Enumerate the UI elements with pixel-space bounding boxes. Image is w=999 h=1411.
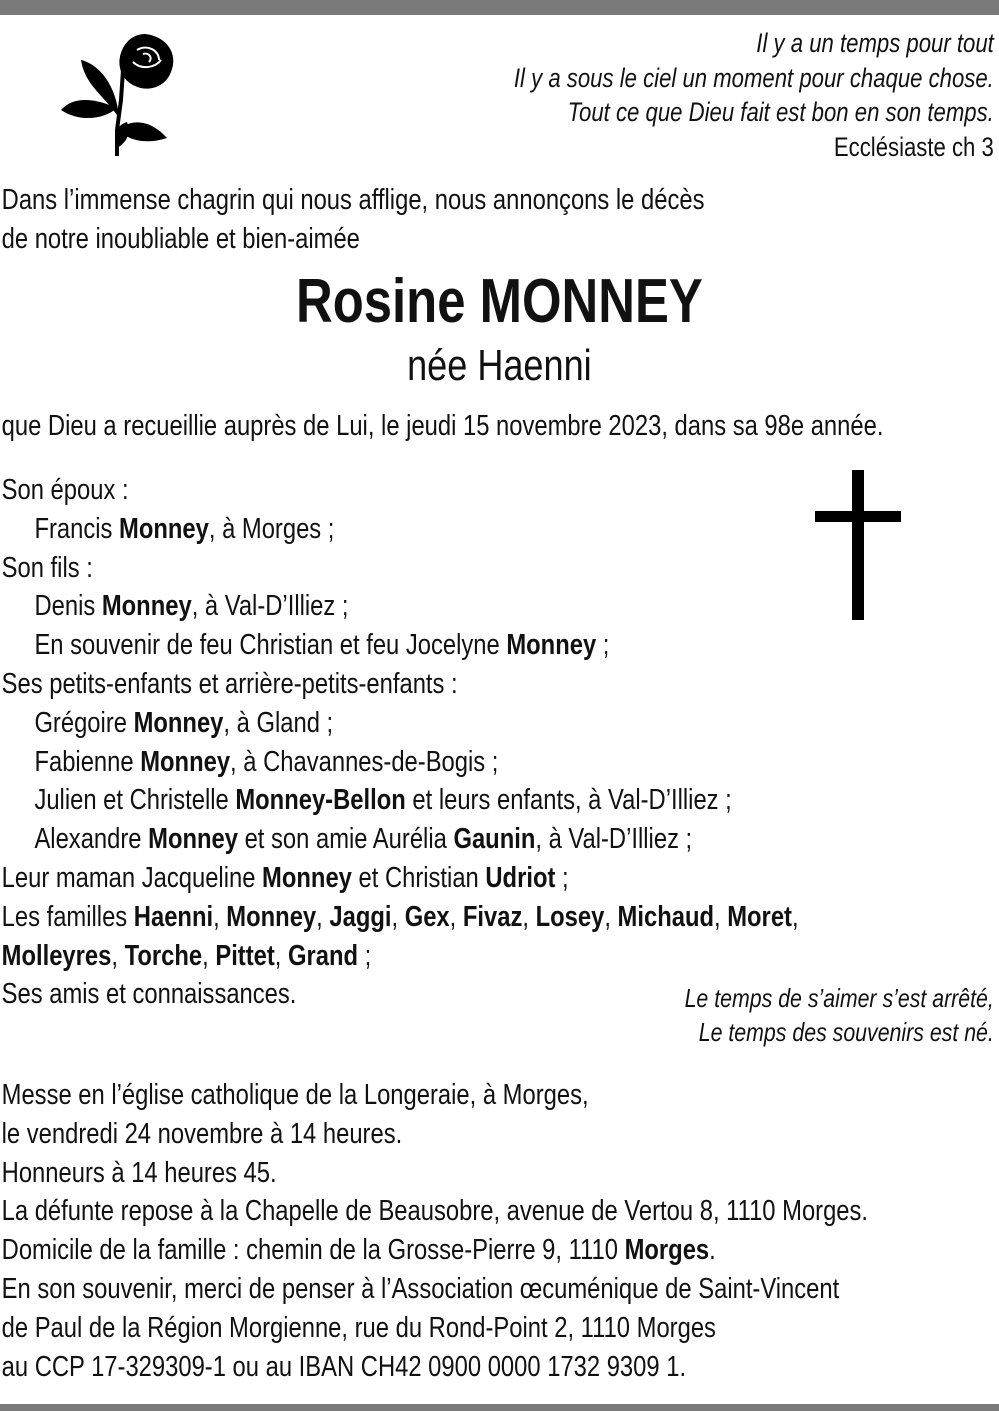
poem (685, 981, 994, 1049)
text-segment: ; (596, 629, 610, 662)
bold-name: Monney (226, 900, 317, 933)
text-segment: , à Morges ; (208, 512, 335, 545)
deceased-name: Rosine MONNEY (295, 267, 703, 336)
text-segment: et leurs enfants, à Val-D’Illiez ; (405, 784, 732, 817)
announcement-intro (2, 181, 705, 259)
text-segment: . (709, 1234, 716, 1267)
bold-name: Molleyres (1, 939, 112, 972)
text-segment: Messe en l’église catholique de la Longeraie, à Morges, (1, 1079, 589, 1111)
text-segment: , à Val-D’Illiez ; (535, 823, 693, 856)
bold-name: Grand (287, 939, 359, 972)
text-segment: Domicile de la famille : chemin de la Grosse-Pierre 9, 1110 (1, 1234, 625, 1267)
text-segment: , (391, 900, 405, 933)
family-line (2, 471, 799, 510)
service-info (2, 1076, 868, 1386)
service-line (2, 1348, 868, 1387)
quote-reference: Ecclésiaste ch 3 (833, 131, 994, 162)
text-segment: Julien et Christelle (34, 784, 236, 817)
family-list (2, 471, 799, 1014)
bold-name: Gaunin (453, 823, 536, 856)
bottom-border (0, 1404, 999, 1411)
text-segment: , (714, 900, 728, 933)
service-line (2, 1115, 868, 1154)
death-date-line: que Dieu a recueillie auprès de Lui, le jeudi 15 novembre 2023, dans sa 98e année. (1, 410, 884, 442)
bold-name: Morges (624, 1234, 710, 1267)
bold-name: Jaggi (329, 900, 392, 933)
text-segment: , (202, 939, 216, 972)
text-segment: Denis (34, 590, 102, 623)
bold-name: Haenni (133, 900, 214, 933)
family-line (2, 510, 799, 549)
text-segment: , (274, 939, 288, 972)
bold-name: Monney (148, 823, 238, 856)
family-line (2, 549, 799, 588)
text-segment: Ses petits-enfants et arrière-petits-enfants : (1, 667, 458, 700)
text-segment: et son amie Aurélia (237, 823, 454, 856)
text-segment: et Christian (351, 861, 486, 894)
text-segment: En souvenir de feu Christian et feu Jocelyne (34, 629, 507, 662)
family-line (2, 820, 799, 859)
bold-name: Monney (101, 590, 192, 623)
text-segment: Honneurs à 14 heures 45. (1, 1156, 277, 1189)
text-segment: La défunte repose à la Chapelle de Beausobre, avenue de Vertou 8, 1110 Morges. (1, 1195, 869, 1228)
text-segment: , (213, 900, 227, 933)
poem-line: Le temps des souvenirs est né. (698, 1017, 994, 1047)
text-segment: Ses amis et connaissances. (1, 978, 297, 1011)
text-segment: , à Gland ; (223, 706, 334, 739)
bold-name: Monney-Bellon (235, 784, 406, 817)
intro-line: Dans l’immense chagrin qui nous afflige, nous annonçons le décès (1, 184, 705, 216)
bold-name: Gex (404, 900, 450, 933)
family-line (2, 937, 799, 976)
text-segment: Fabienne (34, 745, 141, 778)
maiden-name: née Haenni (407, 341, 592, 390)
service-line (2, 1154, 868, 1193)
bold-name: Michaud (617, 900, 715, 933)
bold-name: Pittet (215, 939, 275, 972)
text-segment: , (604, 900, 618, 933)
text-segment: , (791, 900, 799, 933)
text-segment: , (316, 900, 330, 933)
bold-name: Losey (535, 900, 605, 933)
text-segment: de Paul de la Région Morgienne, rue du Rond-Point 2, 1110 Morges (1, 1311, 716, 1344)
bold-name: Monney (119, 512, 209, 545)
family-line (2, 587, 799, 626)
epigraph-quote (514, 26, 994, 164)
text-segment: , à Chavannes-de-Bogis ; (230, 745, 499, 778)
family-line (2, 975, 799, 1014)
text-segment: le vendredi 24 novembre à 14 heures. (1, 1117, 403, 1150)
family-line (2, 665, 799, 704)
text-segment: , à Val-D’Illiez ; (191, 590, 349, 623)
text-segment: Les familles (1, 900, 134, 933)
quote-line: Tout ce que Dieu fait est bon en son temps. (567, 97, 994, 127)
text-segment: ; (358, 939, 372, 972)
quote-line: Il y a un temps pour tout (756, 28, 994, 58)
bold-name: Udriot (485, 861, 556, 894)
bold-name: Moret (727, 900, 792, 933)
text-segment: Francis (34, 512, 120, 545)
bold-name: Monney (133, 706, 224, 739)
text-segment: Leur maman Jacqueline (1, 861, 263, 894)
service-line (2, 1076, 868, 1115)
text-segment: ; (555, 861, 569, 894)
quote-line: Il y a sous le ciel un moment pour chaque chose. (513, 62, 994, 93)
family-line (2, 626, 799, 665)
family-line (2, 859, 799, 898)
service-line (2, 1231, 868, 1270)
intro-line: de notre inoubliable et bien-aimée (1, 222, 360, 255)
bold-name: Monney (262, 861, 352, 894)
text-segment: , (111, 939, 125, 972)
service-line (2, 1270, 868, 1309)
service-line (2, 1192, 868, 1231)
text-segment: Grégoire (34, 706, 134, 739)
family-line (2, 743, 799, 782)
text-segment: , (449, 900, 463, 933)
text-segment: au CCP 17-329309-1 ou au IBAN CH42 0900 0000 1732 9309 1. (1, 1350, 687, 1383)
family-line (2, 781, 799, 820)
text-segment: Son époux : (1, 474, 129, 506)
text-segment: Alexandre (34, 823, 149, 856)
text-segment: Son fils : (1, 551, 93, 584)
bold-name: Torche (124, 939, 203, 972)
bold-name: Monney (506, 629, 597, 662)
family-line (2, 704, 799, 743)
family-line (2, 898, 799, 937)
text-segment: En son souvenir, merci de penser à l’Association œcuménique de Saint-Vincent (1, 1272, 840, 1305)
bold-name: Monney (140, 745, 231, 778)
text-segment: , (522, 900, 536, 933)
bold-name: Fivaz (462, 900, 523, 933)
service-line (2, 1309, 868, 1348)
poem-line: Le temps de s’aimer s’est arrêté, (684, 983, 994, 1013)
